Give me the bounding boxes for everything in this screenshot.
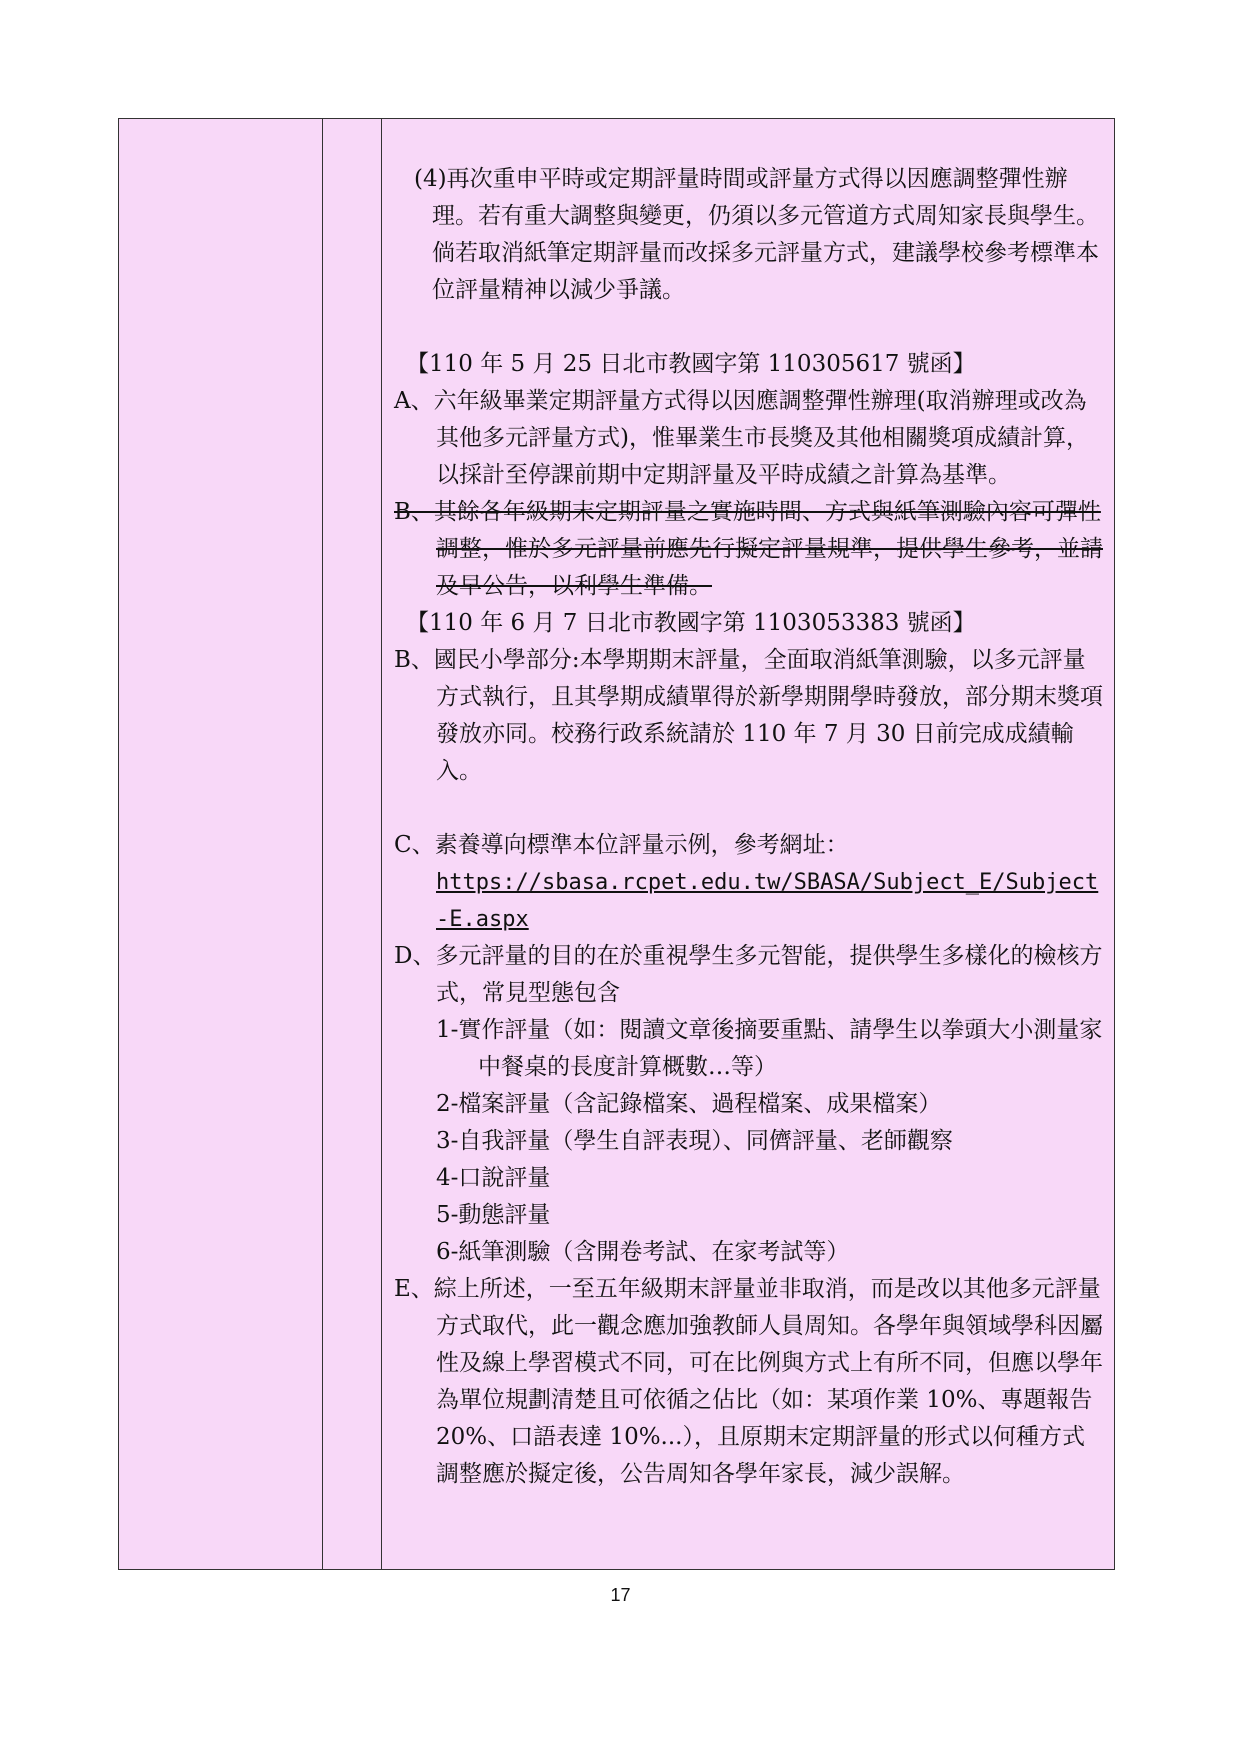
column-divider-1 — [322, 119, 323, 1569]
item-d-3: 3-自我評量（學生自評表現）、同儕評量、老師觀察 — [436, 1128, 953, 1154]
item-c: C、素養導向標準本位評量示例，參考網址： — [394, 832, 849, 858]
paragraph-4: (4)再次重申平時或定期評量時間或評量方式得以因應調整彈性辦理。若有重大調整與變更，仍須以多元管道方式周知家長與學生。倘若取消紙筆定期評量而改採多元評量方式，建議學校參考標準本位評量精神以減少爭議。 — [414, 166, 1099, 303]
reference-link[interactable]: https://sbasa.rcpet.edu.tw/SBASA/Subject_E/Subject-E.aspx — [436, 870, 1099, 932]
notice-header-1: 【110 年 5 月 25 日北市教國字第 110305617 號函】 — [406, 351, 976, 377]
item-a: A、六年級畢業定期評量方式得以因應調整彈性辦理(取消辦理或改為其他多元評量方式)，惟畢業生市長獎及其他相關獎項成績計算，以採計至停課前期中定期評量及平時成績之計算為基準。 — [394, 388, 1089, 488]
column-divider-2 — [381, 119, 382, 1569]
item-b: B、國民小學部分:本學期期末評量，全面取消紙筆測驗，以多元評量方式執行，且其學期成績單得於新學期開學時發放，部分期末獎項發放亦同。校務行政系統請於 110 年 7 月 30 日前完成成績輸入。 — [394, 647, 1103, 784]
item-b-struck: B、其餘各年級期末定期評量之實施時間、方式與紙筆測驗內容可彈性調整，惟於多元評量前應先行擬定評量規準，提供學生參考，並請及早公告，以利學生準備。 — [394, 499, 1103, 599]
item-e: E、綜上所述，一至五年級期末評量並非取消，而是改以其他多元評量方式取代，此一觀念應加強教師人員周知。各學年與領域學科因屬性及線上學習模式不同，可在比例與方式上有所不同，但應以學年為單位規劃清楚且可依循之佔比（如：某項作業 10%、專題報告 20%、口語表達 10%...），且原期末定期評量的形式以何種方式調整應於擬定後，公告周知各學年家長，減少誤解。 — [394, 1276, 1103, 1487]
content-table — [118, 118, 1115, 1570]
item-d: D、多元評量的目的在於重視學生多元智能，提供學生多樣化的檢核方式，常見型態包含 — [394, 943, 1103, 1006]
page-number: 17 — [610, 1585, 631, 1605]
cell-content — [394, 161, 1106, 1493]
item-d-1: 1-實作評量（如：閱讀文章後摘要重點、請學生以拳頭大小測量家中餐桌的長度計算概數…等） — [436, 1017, 1103, 1080]
item-d-6: 6-紙筆測驗（含開卷考試、在家考試等） — [436, 1239, 850, 1265]
item-d-4: 4-口說評量 — [436, 1165, 551, 1191]
item-d-5: 5-動態評量 — [436, 1202, 551, 1228]
notice-header-2: 【110 年 6 月 7 日北市教國字第 1103053383 號函】 — [406, 610, 976, 636]
item-d-2: 2-檔案評量（含記錄檔案、過程檔案、成果檔案） — [436, 1091, 942, 1117]
